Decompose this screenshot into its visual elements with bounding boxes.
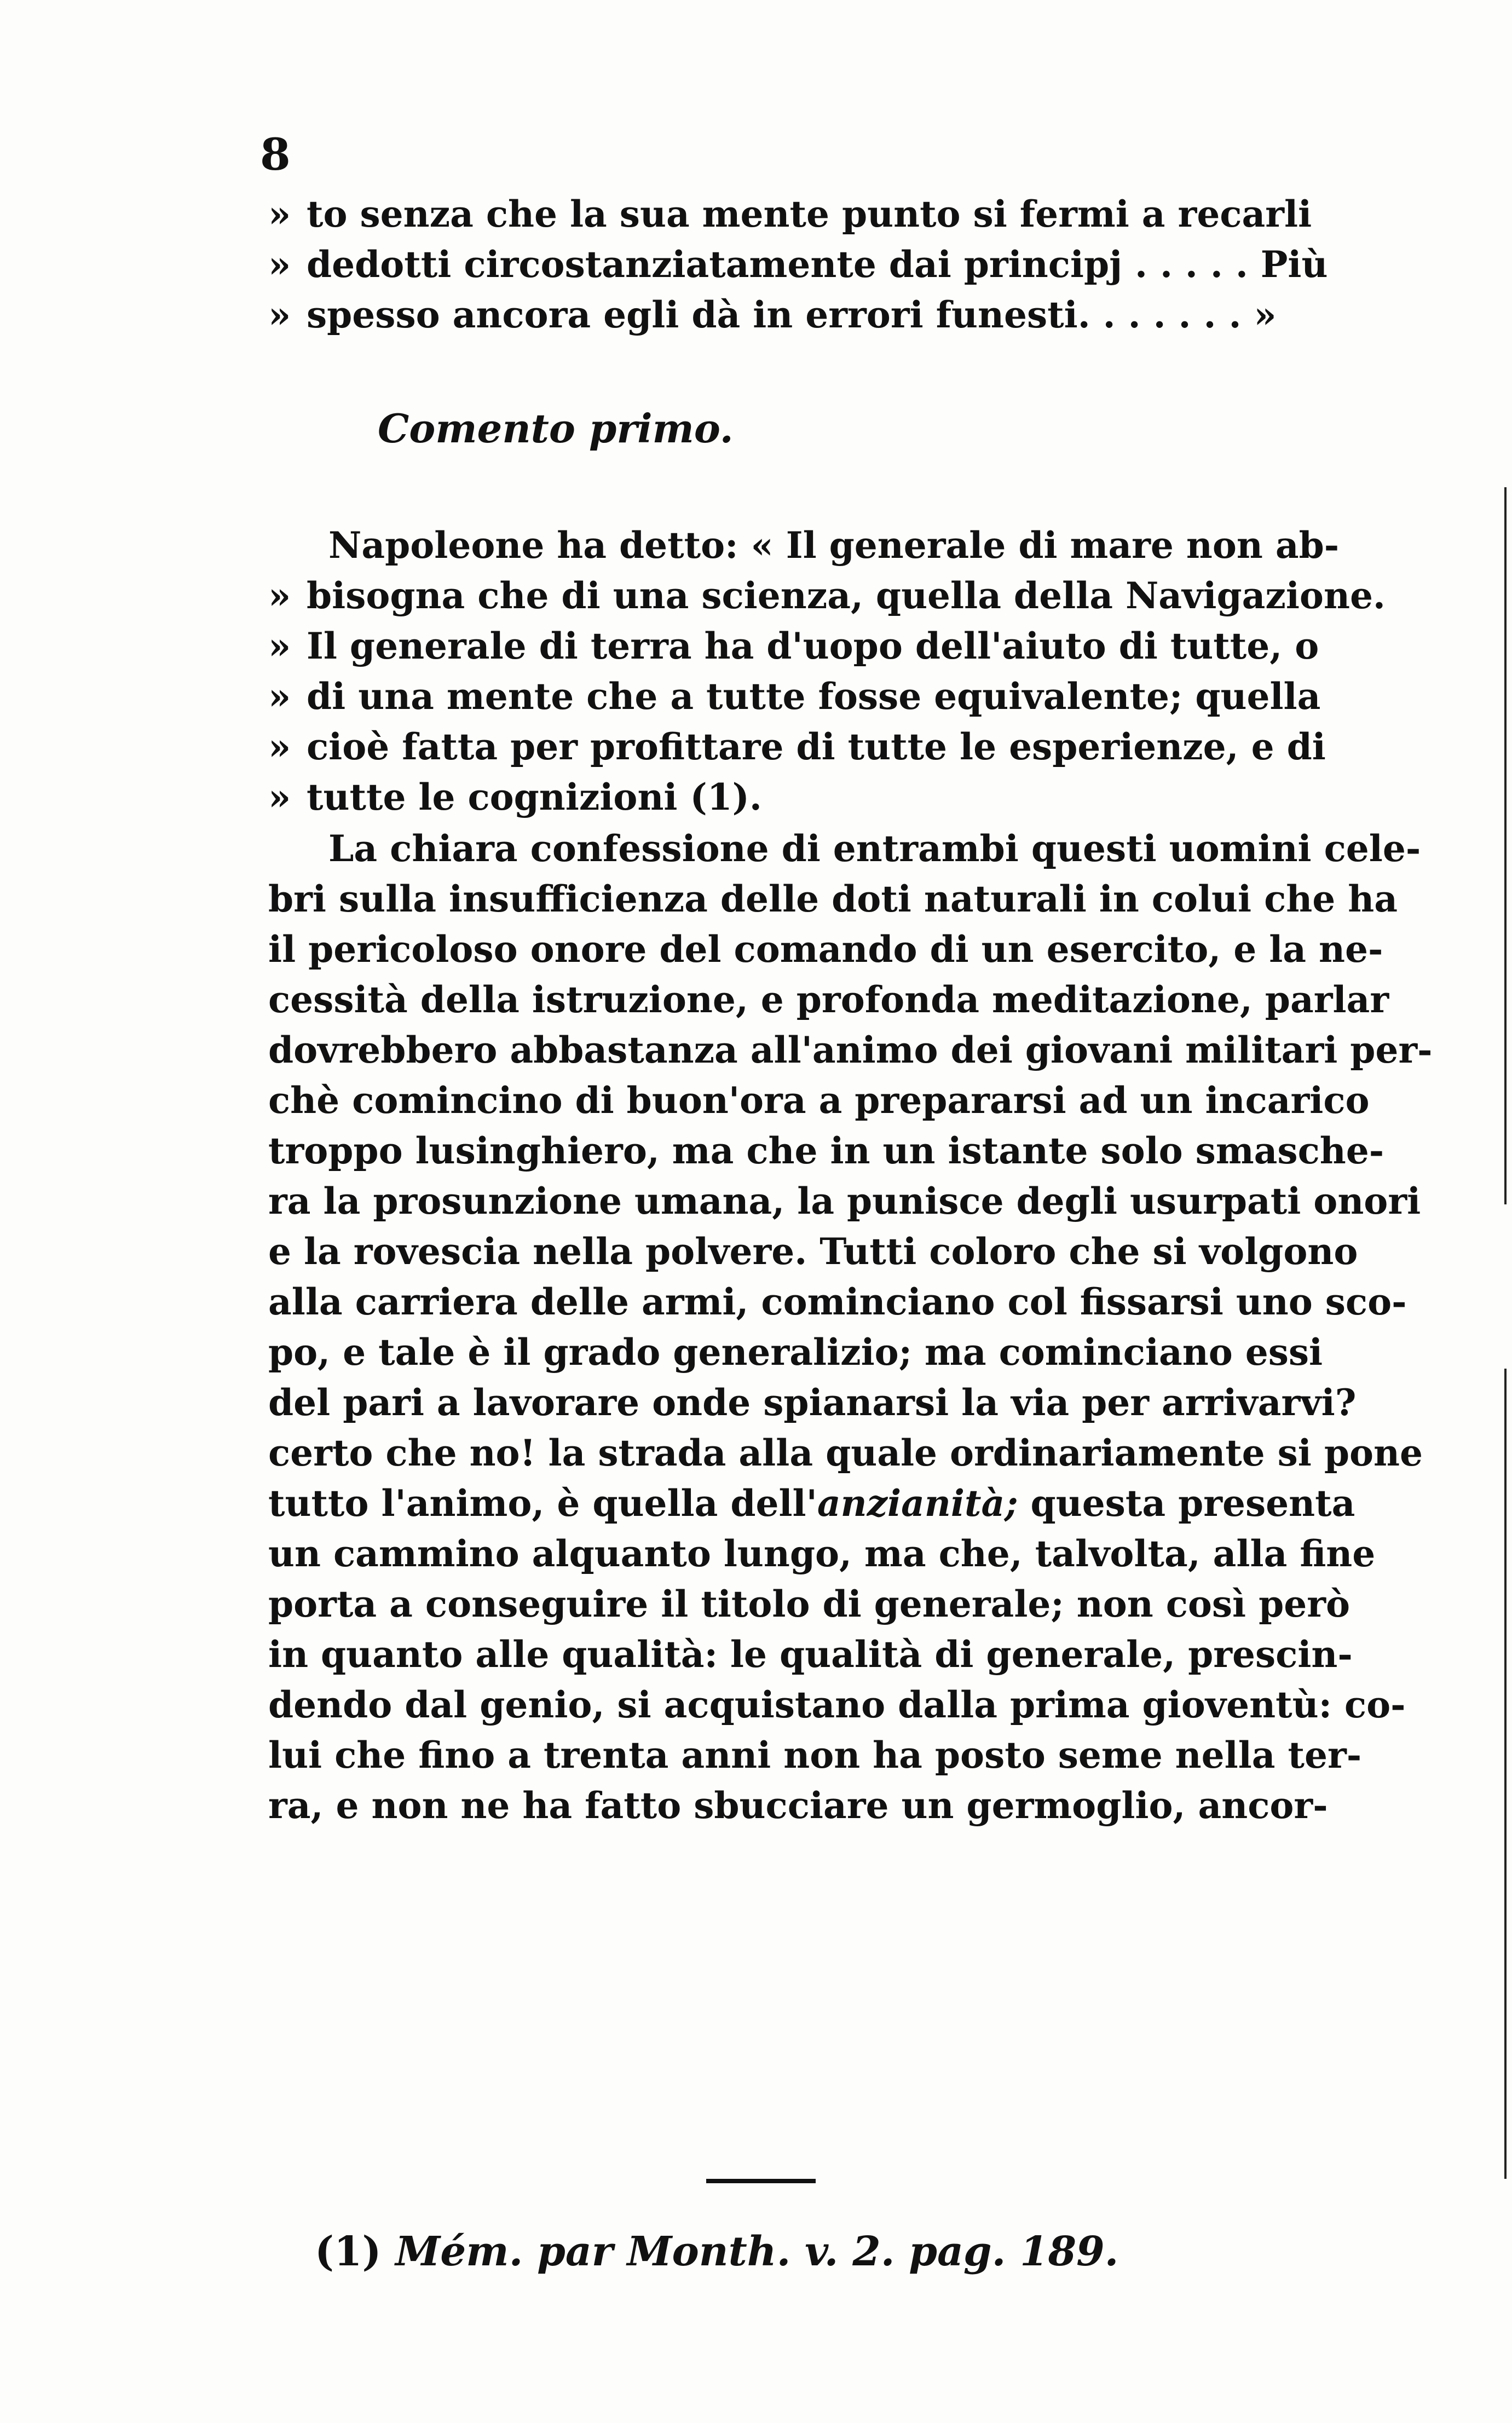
footnote-marker: (1) — [315, 2228, 382, 2275]
line-text: tutto l'animo, è quella dell' — [268, 1482, 817, 1525]
text-line: troppo lusinghiero, ma che in un istante solo smasche- — [268, 1129, 1384, 1172]
line-text: dedotti circostanziatamente dai principj . . . . . Più — [307, 243, 1328, 286]
paragraph-commentary — [268, 823, 1433, 1831]
line-text: bisogna che di una scienza, quella della Navigazione. — [307, 574, 1386, 617]
quote-mark: » — [268, 776, 291, 818]
text-line — [268, 671, 1325, 722]
page-edge-mark — [1504, 487, 1507, 1204]
text-line: bri sulla insufficienza delle doti naturali in colui che ha — [268, 878, 1398, 920]
section-heading: Comento primo. — [378, 405, 734, 452]
line-text: spesso ancora egli dà in errori funesti. . . . . . . » — [307, 293, 1277, 336]
text-line: La chiara confessione di entrambi questi uomini cele- — [328, 827, 1421, 870]
text-line: alla carriera delle armi, cominciano col fissarsi uno sco- — [268, 1280, 1407, 1323]
quote-mark: » — [268, 675, 291, 718]
text-line: e la rovescia nella polvere. Tutti coloro che si volgono — [268, 1230, 1358, 1273]
line-text: di una mente che a tutte fosse equivalente; quella — [307, 675, 1321, 718]
text-line — [268, 239, 1328, 290]
line-text: tutte le cognizioni (1). — [307, 776, 762, 818]
text-line: porta a conseguire il titolo di generale; non così però — [268, 1583, 1351, 1625]
text-line: dovrebbero abbastanza all'animo dei giovani militari per- — [268, 1029, 1433, 1071]
text-line: certo che no! la strada alla quale ordinariamente si pone — [268, 1432, 1423, 1474]
quote-mark: » — [268, 625, 291, 667]
footnote-text: Mém. par Month. v. 2. pag. 189. — [395, 2228, 1119, 2275]
quoted-text-block — [268, 189, 1328, 340]
text-line: lui che fino a trenta anni non ha posto seme nella ter- — [268, 1734, 1362, 1776]
text-line — [268, 570, 1386, 621]
text-line — [268, 189, 1325, 239]
text-line — [268, 772, 1325, 822]
quote-mark: » — [268, 574, 291, 617]
footnote-rule — [706, 2179, 816, 2183]
line-text: cioè fatta per profittare di tutte le esperienze, e di — [307, 725, 1326, 768]
italic-term: anzianità; — [817, 1482, 1018, 1525]
text-line — [268, 520, 1340, 570]
paragraph-napoleon-quote — [268, 520, 1386, 822]
text-line: ra, e non ne ha fatto sbucciare un germoglio, ancor- — [268, 1784, 1328, 1827]
page-edge-mark — [1504, 1369, 1507, 2179]
text-line: ra la prosunzione umana, la punisce degli usurpati onori — [268, 1180, 1421, 1222]
text-line: il pericoloso onore del comando di un esercito, e la ne- — [268, 928, 1383, 971]
text-line: chè comincino di buon'ora a prepararsi ad un incarico — [268, 1079, 1370, 1122]
line-text: questa presenta — [1018, 1482, 1355, 1525]
text-line: cessità della istruzione, e profonda meditazione, parlar — [268, 978, 1389, 1021]
text-line: del pari a lavorare onde spianarsi la via per arrivarvi? — [268, 1381, 1357, 1424]
page-number: 8 — [260, 129, 291, 180]
quote-mark: » — [268, 243, 291, 286]
footnote — [315, 2228, 1118, 2275]
quote-mark: » — [268, 193, 291, 235]
text-line: dendo dal genio, si acquistano dalla prima gioventù: co- — [268, 1683, 1406, 1726]
text-line — [268, 1478, 1355, 1528]
text-line — [268, 722, 1325, 772]
line-text: to senza che la sua mente punto si fermi a recarli — [307, 193, 1312, 235]
quote-mark: » — [268, 293, 291, 336]
text-line — [268, 290, 1325, 340]
text-line: un cammino alquanto lungo, ma che, talvolta, alla fine — [268, 1532, 1376, 1575]
quote-mark: » — [268, 725, 291, 768]
text-line: in quanto alle qualità: le qualità di generale, prescin- — [268, 1633, 1353, 1676]
line-text: Napoleone ha detto: « Il generale di mare non ab- — [328, 524, 1340, 567]
line-text: Il generale di terra ha d'uopo dell'aiuto di tutte, o — [307, 625, 1319, 667]
text-line — [268, 621, 1325, 671]
text-line: po, e tale è il grado generalizio; ma cominciano essi — [268, 1331, 1323, 1374]
